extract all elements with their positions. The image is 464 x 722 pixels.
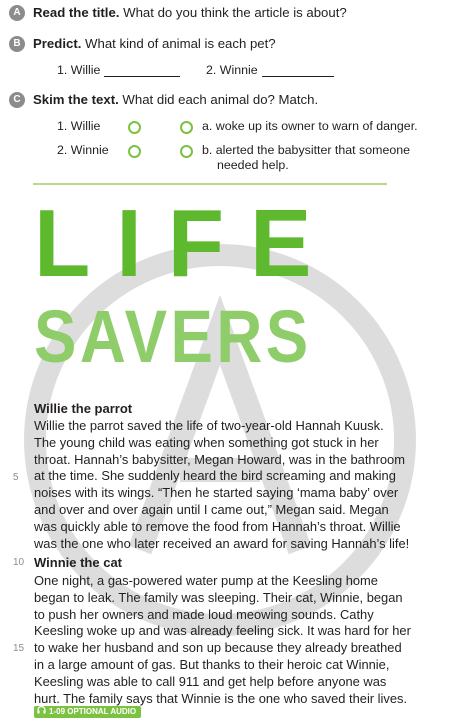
- line-number-10: 10: [13, 557, 25, 568]
- audio-label: 1-09 OPTIONAL AUDIO: [49, 707, 137, 716]
- paragraph-line: Keesling woke up and was already feeling sick. It was hard for her: [34, 623, 411, 639]
- paragraph-line: Willie the parrot saved the life of two-year-old Hannah Kuusk.: [34, 418, 384, 433]
- match-dot-left-2[interactable]: [128, 145, 141, 158]
- section-heading-winnie: Winnie the cat: [34, 555, 123, 570]
- paragraph-line: was the one who later received an award for saving Hannah’s life!: [34, 535, 410, 551]
- paragraph-line: was quickly able to remove the food from Hannah’s throat. Willie: [34, 518, 401, 534]
- line-number-15: 15: [13, 643, 25, 654]
- instruction-a-bold: Read the title.: [33, 5, 120, 20]
- headphones-icon: [37, 706, 46, 718]
- step-badge-b: B: [9, 36, 25, 52]
- hero-title-savers: SAVERS: [34, 295, 312, 378]
- instruction-c: [33, 92, 318, 107]
- paragraph-line: to push her owners and made loud meowing sounds. Cathy: [34, 606, 374, 622]
- paragraph-line: The young child was eating when something got stuck in her: [34, 434, 379, 450]
- section-divider: [33, 183, 387, 185]
- answer-blank-willie[interactable]: [104, 76, 180, 77]
- step-badge-a: A: [9, 5, 25, 21]
- paragraph-line: in a large amount of gas. But thanks to their heroic cat Winnie,: [34, 656, 390, 672]
- section-heading-willie: Willie the parrot: [34, 401, 133, 416]
- instruction-c-text: What did each animal do? Match.: [118, 92, 319, 107]
- predict-label-winnie: 2. Winnie: [206, 63, 258, 77]
- paragraph-line: noises with its wings. “Then he started saying ‘mama baby’ over: [34, 485, 399, 501]
- paragraph-willie: [34, 418, 434, 552]
- optional-audio-button[interactable]: [34, 706, 141, 718]
- match-right-a: a. woke up its owner to warn of danger.: [202, 119, 418, 133]
- instruction-b-bold: Predict.: [33, 36, 82, 51]
- paragraph-line: began to leak. The family was sleeping. Their cat, Winnie, began: [34, 589, 403, 605]
- paragraph-line: hurt. The family says that Winnie is the one who saved their lives.: [34, 690, 408, 706]
- answer-blank-winnie[interactable]: [262, 76, 334, 77]
- hero-title-life: LIFE: [34, 190, 338, 297]
- match-dot-right-a[interactable]: [180, 121, 193, 134]
- match-dot-right-b[interactable]: [180, 145, 193, 158]
- predict-item-winnie: [206, 63, 334, 77]
- paragraph-line: and over and over again until I came out,” Megan said. Megan: [34, 501, 389, 517]
- instruction-a-text: What do you think the article is about?: [119, 5, 347, 20]
- paragraph-line: Keesling was able to call 911 and get help before anyone was: [34, 673, 387, 689]
- match-right-b-line1: b. alerted the babysitter that someone: [202, 143, 411, 157]
- match-left-willie: 1. Willie: [57, 119, 101, 133]
- instruction-c-bold: Skim the text.: [33, 92, 119, 107]
- paragraph-line: throat. Hannah’s babysitter, Megan Howard, was in the bathroom: [34, 451, 405, 467]
- paragraph-line: at the time. She suddenly heard the bird screaming and making: [34, 468, 396, 484]
- predict-label-willie: 1. Willie: [57, 63, 101, 77]
- match-dot-left-1[interactable]: [128, 121, 141, 134]
- instruction-a: [33, 5, 347, 20]
- match-left-winnie: 2. Winnie: [57, 143, 109, 157]
- paragraph-winnie: [34, 573, 434, 707]
- paragraph-line: to wake her husband and son up because they already breathed: [34, 640, 402, 656]
- instruction-b: [33, 36, 276, 51]
- instruction-b-text: What kind of animal is each pet?: [81, 36, 276, 51]
- predict-item-willie: [57, 63, 180, 77]
- line-number-5: 5: [13, 472, 19, 483]
- paragraph-line: One night, a gas-powered water pump at the Keesling home: [34, 573, 378, 588]
- step-badge-c: C: [9, 92, 25, 108]
- match-right-b-line2: needed help.: [217, 158, 289, 172]
